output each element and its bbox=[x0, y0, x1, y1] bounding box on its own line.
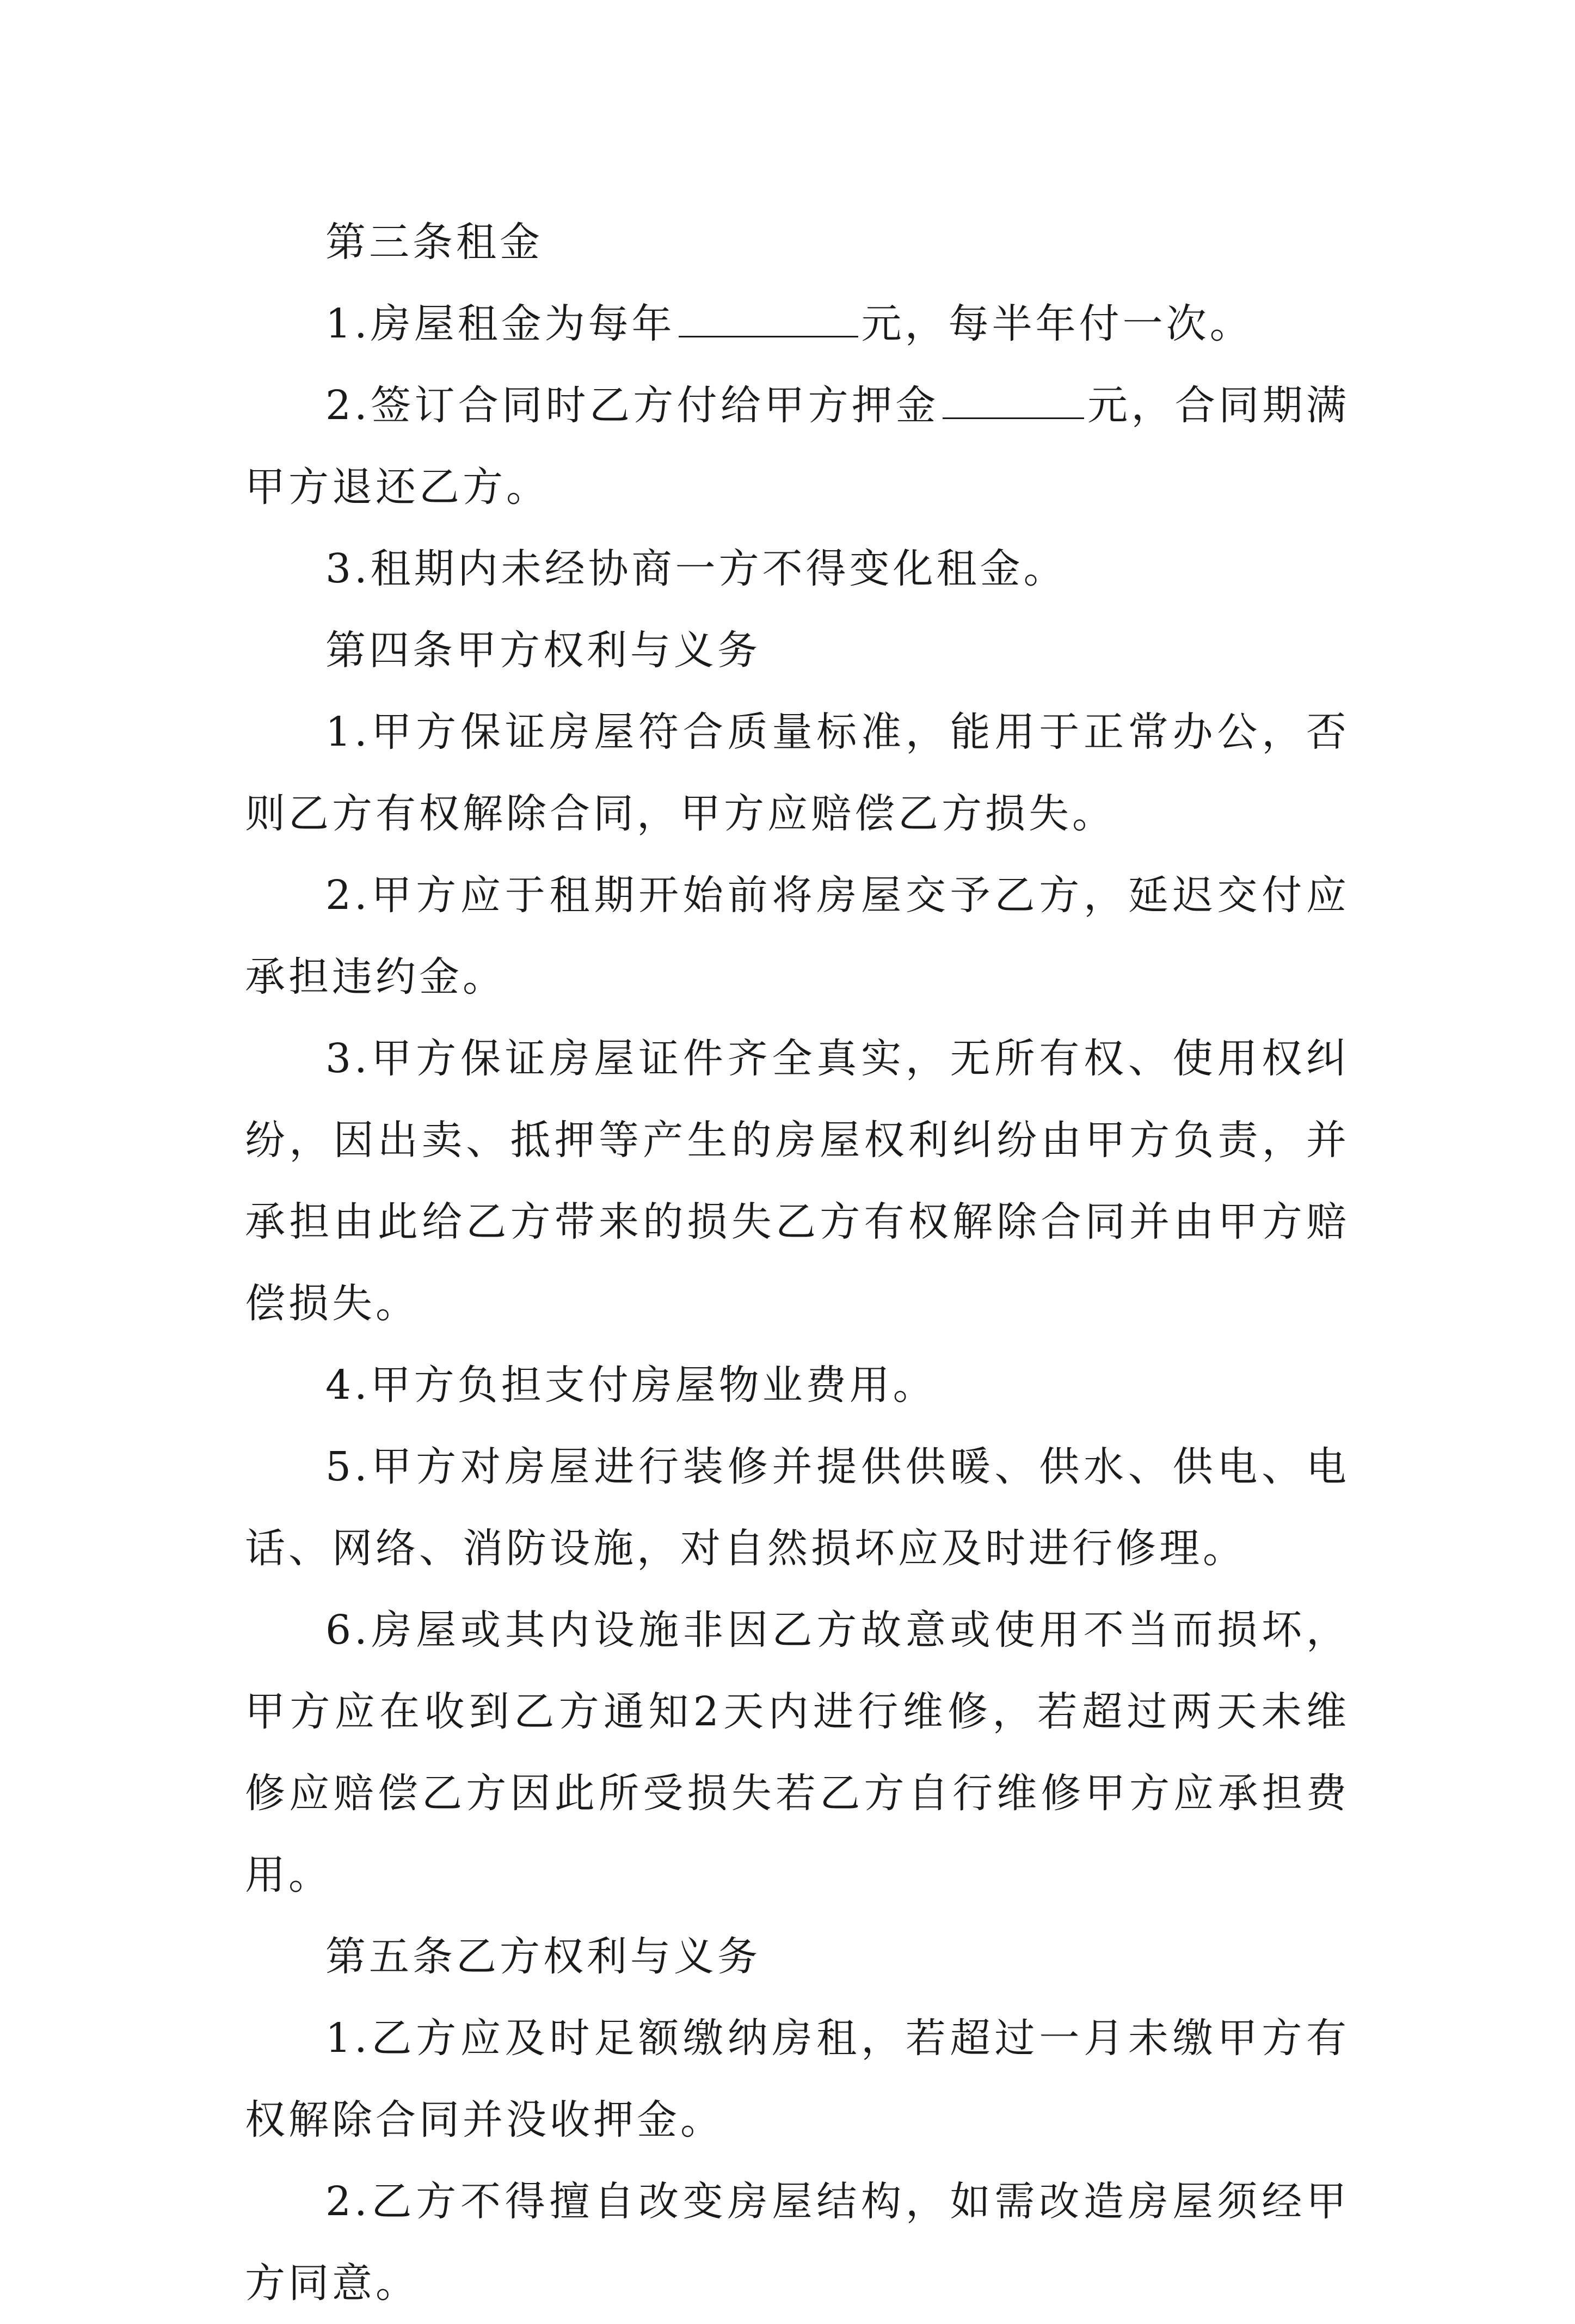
article-4-item-5: 5.甲方对房屋进行装修并提供供暖、供水、供电、电话、网络、消防设施，对自然损坏应及时进行修理。 bbox=[245, 1443, 1350, 1572]
deposit-text-before: 2.签订合同时乙方付给甲方押金 bbox=[325, 382, 939, 429]
deposit-amount-blank bbox=[943, 379, 1084, 419]
article-4-item-1: 1.甲方保证房屋符合质量标准，能用于正常办公，否则乙方有权解除合同，甲方应赔偿乙方损失。 bbox=[245, 709, 1350, 837]
article-3-item-2 bbox=[245, 365, 1350, 528]
article-3-item-3: 3.租期内未经协商一方不得变化租金。 bbox=[325, 545, 1067, 592]
article-4-title: 第四条甲方权利与义务 bbox=[325, 627, 761, 674]
article-4-item-4: 4.甲方负担支付房屋物业费用。 bbox=[325, 1362, 937, 1409]
annual-rent-blank bbox=[679, 298, 858, 337]
article-5-item-1: 1.乙方应及时足额缴纳房租，若超过一月未缴甲方有权解除合同并没收押金。 bbox=[245, 2015, 1350, 2143]
article-4-item-3: 3.甲方保证房屋证件齐全真实，无所有权、使用权纠纷，因出卖、抵押等产生的房屋权利纠纷由甲方负责，并承担由此给乙方带来的损失乙方有权解除合同并由甲方赔偿损失。 bbox=[245, 1035, 1350, 1327]
rent-text-after: 元，每半年付一次。 bbox=[861, 300, 1253, 347]
article-4-item-6: 6.房屋或其内设施非因乙方故意或使用不当而损坏，甲方应在收到乙方通知2天内进行维修，若超过两天未维修应赔偿乙方因此所受损失若乙方自行维修甲方应承担费用。 bbox=[245, 1607, 1350, 1898]
deposit-text-after: 元，合同期满甲方退还乙方。 bbox=[245, 382, 1350, 511]
article-3-title: 第三条租金 bbox=[325, 219, 543, 266]
article-3-item-1 bbox=[245, 283, 1350, 365]
article-5-title: 第五条乙方权利与义务 bbox=[325, 1933, 761, 1980]
rent-text-before: 1.房屋租金为每年 bbox=[325, 300, 675, 347]
document-body bbox=[245, 201, 1350, 2324]
article-5-item-2: 2.乙方不得擅自改变房屋结构，如需改造房屋须经甲方同意。 bbox=[245, 2178, 1350, 2307]
article-4-item-2: 2.甲方应于租期开始前将房屋交予乙方，延迟交付应承担违约金。 bbox=[245, 872, 1350, 1000]
